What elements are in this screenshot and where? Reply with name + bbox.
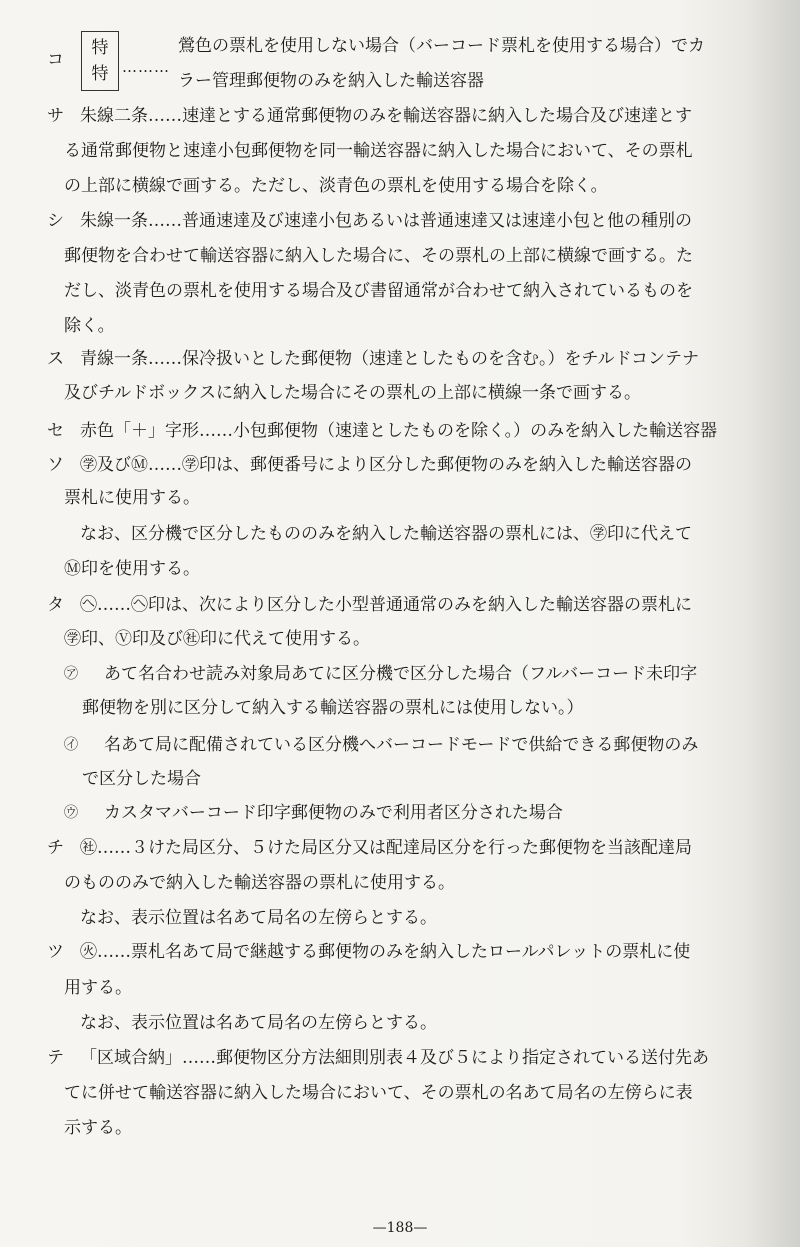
item-so-mark: ソ	[47, 455, 64, 475]
item-se-mark: セ	[47, 421, 64, 441]
item-su-mark: ス	[47, 349, 64, 369]
item-tsu-mark: ツ	[47, 942, 64, 962]
box-top-char: 特	[91, 38, 109, 58]
document-page: コ 特 特 ……… 鶯色の票札を使用しない場合（バーコード票札を使用する場合）でカ ラー管理郵便物のみを納入した輸送容器 サ 朱線二条……速達とする通常郵便物のみを輸送容器に納入した場合及び速達とす る通常郵便物と速達小包郵便物を同一輸送容器に納入した場合において、その票札 の上部に横線で画する。ただし、淡青色の票札を使用する場合を除く。 シ 朱線一条……普通速達及び速達小包あるいは普通速達又は速達小包と他の種別の 郵便物を合わせて輸送容器に納入した場合に、その票札の上部に横線で画する。た だし、淡青色の票札を使用する場合及び書留通常が合わせて納入されているものを 除く。 ス 青線一条……保冷扱いとした郵便物（速達としたものを含む。）をチルドコンテナ 及びチルドボックスに納入した場合にその票札の上部に横線一条で画する。 セ 赤色「＋」字形……小包郵便物（速達としたものを除く。）のみを納入した輸送容器 ソ ㊫及びⓂ……㊫印は、郵便番号により区分した郵便物のみを納入した輸送容器の 票札に使用する。 なお、区分機で区分したもののみを納入した輸送容器の票札には、㊫印に代えて Ⓜ印を使用する。 タ ㋬……㋬印は、次により区分した小型普通通常のみを納入した輸送容器の票札に ㊫印、Ⓥ印及び㊓印に代えて使用する。 ㋐ あて名合わせ読み対象局あてに区分機で区分した場合（フルバーコード未印字 郵便物を別に区分して納入する輸送容器の票札には使用しない。） ㋑ 名あて局に配備されている区分機へバーコードモードで供給できる郵便物のみ で区分した場合 ㋒ カスタマバーコード印字郵便物のみで利用者区分された場合 チ ㊓……３けた局区分、５けた局区分又は配達局区分を行った郵便物を当該配達局 のもののみで納入した輸送容器の票札に使用する。 なお、表示位置は名あて局名の左傍らとする。 ツ ㊋……票札名あて局で継越する郵便物のみを納入したロールパレットの票札に使 用する。 なお、表示位置は名あて局名の左傍らとする。 テ 「区域合納」……郵便物区分方法細則別表４及び５により指定されている送付先あ てに併せて輸送容器に納入した場合において、その票札の名あて局名の左傍らに表 示する。 —188—	[0, 0, 800, 1247]
item-chi-mark: チ	[47, 838, 64, 858]
sub-item-a-mark: ㋐	[64, 666, 78, 682]
item-sa-mark: サ	[47, 106, 64, 126]
sub-item-u-mark: ㋒	[64, 805, 78, 821]
item-ko-mark: コ	[47, 50, 64, 70]
page-number: —188—	[372, 1220, 428, 1236]
toku-toku-box	[81, 31, 119, 91]
box-bottom-char: 特	[91, 64, 109, 84]
sub-item-i-mark: ㋑	[64, 737, 78, 753]
item-ta-mark: タ	[47, 595, 64, 615]
leader-dots: ………	[122, 58, 170, 76]
item-shi-mark: シ	[47, 211, 64, 231]
item-te-mark: テ	[47, 1048, 64, 1068]
